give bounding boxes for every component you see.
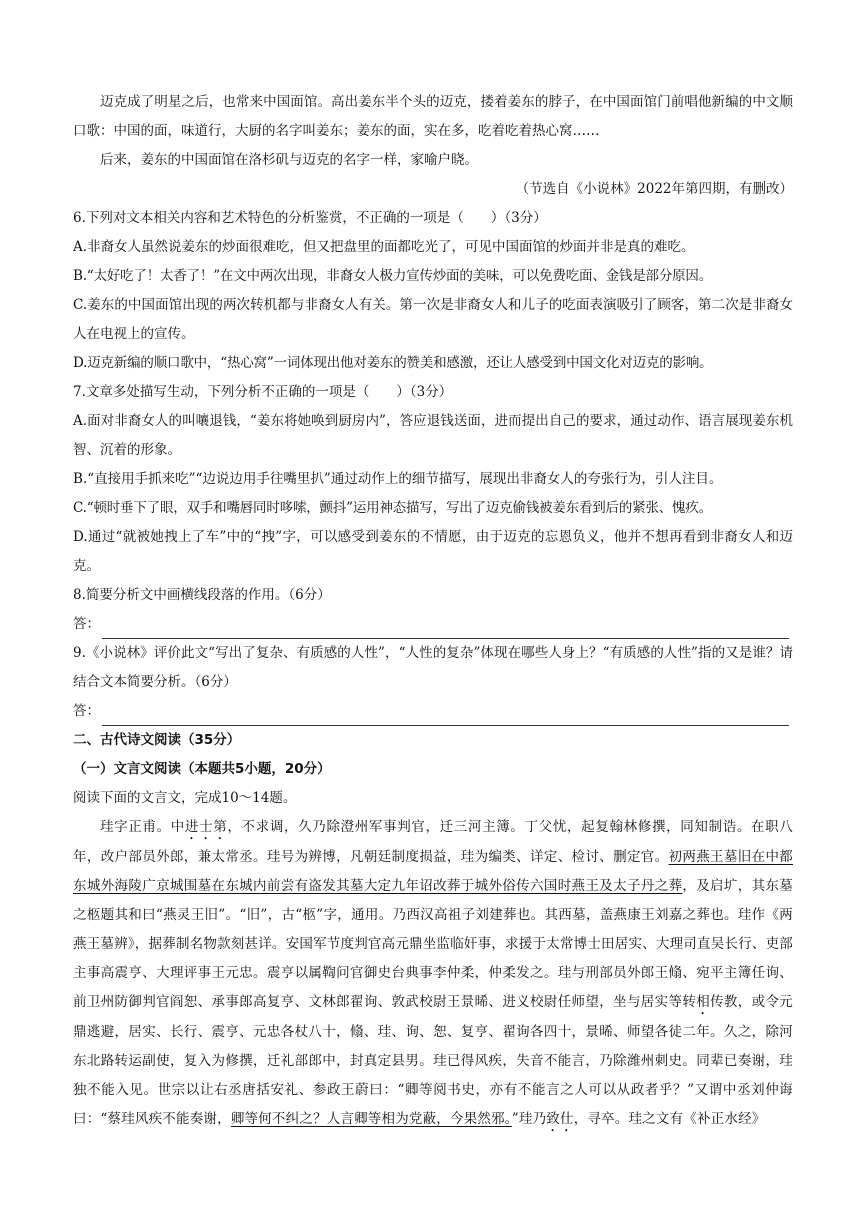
text-segment: ”珪乃 — [511, 1111, 547, 1127]
subsection-title: （一）文言文阅读（本题共5小题，20分） — [73, 761, 331, 777]
underlined-sentence: 卿等何不纠之？人言卿等相为党蔽，今果然邪。 — [230, 1111, 512, 1127]
story-paragraph: 迈克成了明星之后，也常来中国面馆。高出姜东半个头的迈克，搂着姜东的脖子，在中国面馆门前唱他新编的中文顺口歌：中国的面，味道行，大厨的名字叫姜东；姜东的面，实在多，吃着吃着热心窝…… — [73, 94, 793, 139]
exam-page — [73, 88, 793, 1135]
answer-blank[interactable] — [102, 707, 789, 726]
dotted-word: 进士第 — [184, 819, 228, 835]
question-6-option-a: A.非裔女人虽然说姜东的炒面很难吃，但又把盘里的面都吃光了，可见中国面馆的炒面并非是真的难吃。 — [73, 239, 695, 255]
question-6-option-b: B.“太好吃了！太香了！”在文中两次出现，非裔女人极力宣传炒面的美味，可以免费吃面、金钱是部分原因。 — [73, 268, 713, 284]
question-6-stem: 6.下列对文本相关内容和艺术特色的分析鉴赏，不正确的一项是（ ）（3分） — [73, 210, 547, 226]
section-title: 二、古代诗文阅读（35分） — [73, 732, 241, 748]
text-segment: ，寻卒。珪之文有《补正水经》 — [573, 1111, 766, 1127]
answer-blank[interactable] — [102, 620, 789, 639]
question-8-stem: 8.简要分析文中画横线段落的作用。（6分） — [73, 587, 331, 603]
classical-text — [73, 813, 793, 1135]
question-6-option-c: C.姜东的中国面馆出现的两次转机都与非裔女人有关。第一次是非裔女人和儿子的吃面表演吸引了顾客，第二次是非裔女人在电视上的宣传。 — [73, 297, 793, 342]
source-note: （节选自《小说林》2022年第四期，有删改） — [515, 181, 793, 197]
story-paragraph: 后来，姜东的中国面馆在洛杉矶与迈克的名字一样，家喻户晓。 — [100, 152, 478, 168]
text-segment: ，及启圹，其东墓之柩题其和曰“燕灵王旧”。“旧”，古“柩”字，通用。乃西汉高祖子刘建葬也。其西墓，盖燕康王刘嘉之葬也。珪作《两燕王墓辨》，据葬制名物款刻甚详。安国军节度判官高元鼎坐监临奸事，求援于太常博士田居实、大理司直吴长行、吏部主事高震亨、大理评事王元忠。震亨以属鞫问官御史台典事李仲柔，仲柔发之。珪与刑部员外郎王翛、宛平主簿任询、前卫州防御判官阎恕、承事郎高复亨、文林郎翟询、敦武校尉王景晞、进义校尉任师望，坐与居实等转 — [73, 878, 793, 1010]
question-7-stem: 7.文章多处描写生动，下列分析不正确的一项是（ ）（3分） — [73, 384, 453, 400]
question-9-answer-line[interactable] — [73, 697, 793, 726]
question-9-stem: 9.《小说林》评价此文“写出了复杂、有质感的人性”，“人性的复杂”体现在哪些人身上？“有质感的人性”指的又是谁？请结合文本简要分析。（6分） — [73, 645, 793, 690]
question-8-answer-line[interactable] — [73, 610, 793, 639]
question-6-option-d: D.迈克新编的顺口歌中，“热心窝”一词体现出他对姜东的赞美和感激，还让人感受到中国文化对迈克的影响。 — [73, 355, 713, 371]
text-segment: ，不求调，久乃除澄州军事判官，迁三河主簿。丁父忧，起复翰林修撰，同知制诰。在职八年，改户部员外郎，兼太常丞。珪号为辨博，凡朝廷制度损益，珪为编类、详定、检讨、删定官。 — [73, 819, 794, 865]
text-segment: 珪字正甫。中 — [100, 819, 185, 835]
answer-label: 答： — [73, 616, 100, 632]
question-7-option-a: A.面对非裔女人的叫嚷退钱，“姜东将她唤到厨房内”，答应退钱送面，进而提出自己的要求，通过动作、语言展现姜东机智、沉着的形象。 — [73, 413, 793, 458]
question-7-option-c: C.“顿时垂下了眼，双手和嘴唇同时哆嗦，颤抖”运用神态描写，写出了迈克偷钱被姜东看到后的紧张、愧疚。 — [73, 500, 712, 516]
question-7-option-b: B.“直接用手抓来吃”“边说边用手往嘴里扒”通过动作上的细节描写，展现出非裔女人的夸张行为，引人注目。 — [73, 471, 723, 487]
underlined-passage: 初两燕王墓旧在中都东城外海陵广京城围墓在东城内前尝有盗发其墓大定九年诏改葬于城外俗传六国时燕王及太子丹之葬 — [73, 849, 793, 894]
answer-label: 答： — [73, 703, 100, 719]
question-7-option-d: D.通过“就被她拽上了车”中的“拽”字，可以感受到姜东的不情愿，由于迈克的忘恩负义，他并不想再看到非裔女人和迈克。 — [73, 529, 793, 574]
reading-instruction: 阅读下面的文言文，完成10～14题。 — [73, 790, 297, 806]
dotted-word: 相 — [696, 994, 711, 1010]
dotted-word: 致仕 — [546, 1111, 574, 1127]
text-segment: 传教，或令元鼎逃避，居实、长行、震亨、元忠各杖八十，翛、珪、询、恕、复亨、翟询各四十，景晞、师望各徒二年。久之，除河东北路转运副使，复入为修撰，迁礼部郎中，封真定县男。珪已得风疾，失音不能言，乃除潍州刺史。同辈已奏谢，珪独不能入见。世宗以让右丞唐括安礼、参政王蔚曰：“卿等阅书史，亦有不能言之人可以从政者乎？”又谓中丞刘仲诲曰：“蔡珪风疾不能奏谢， — [73, 994, 794, 1127]
